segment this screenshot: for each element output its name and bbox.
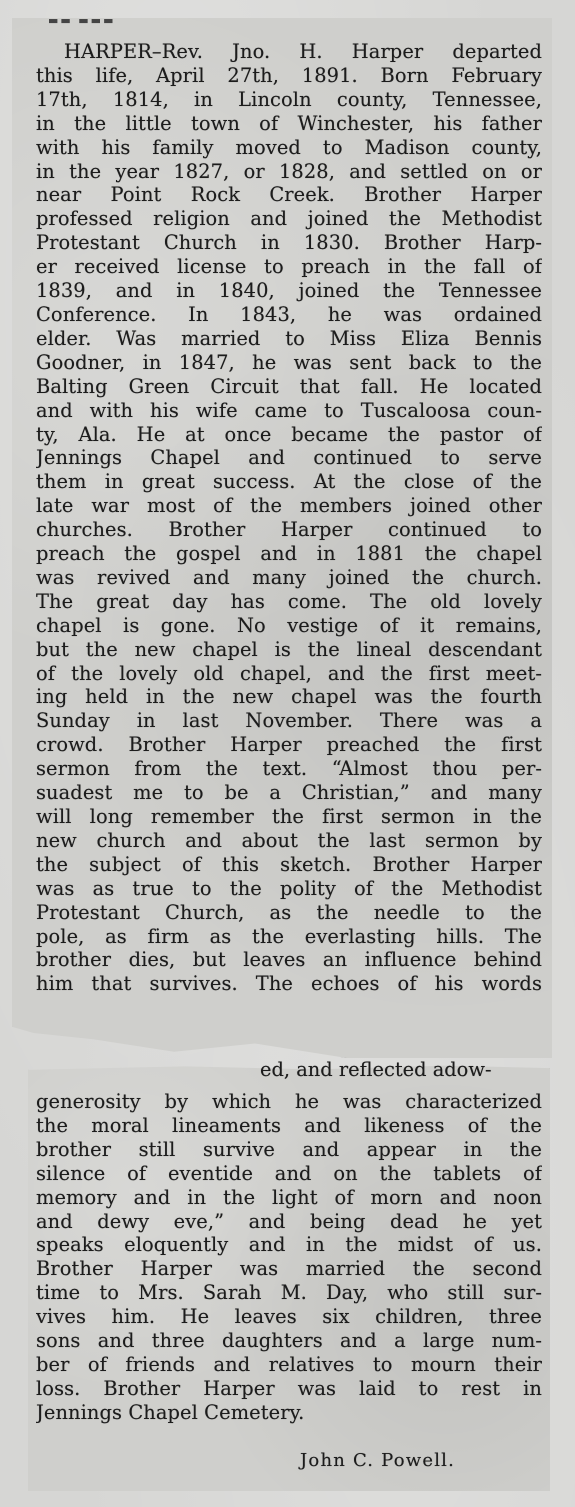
obituary-line: Sunday in last November. There was a [36,709,542,733]
obituary-line: them in great success. At the close of the [36,470,542,494]
obituary-line: preach the gospel and in 1881 the chapel [36,542,542,566]
obituary-line: ing held in the new chapel was the fourth [36,685,542,709]
obituary-line: The great day has come. The old lovely [36,589,542,613]
obituary-line: will long remember the first sermon in the [36,805,542,828]
obituary-line: brother still survive and appear in the [36,1137,542,1161]
obituary-column-bottom [36,1090,542,1425]
obituary-line: speaks eloquently and in the midst of us. [36,1233,542,1257]
obituary-line: time to Mrs. Sarah M. Day, who still sur- [36,1281,542,1305]
obituary-line: suadest me to be a Christian,” and many [36,781,542,805]
obituary-line: the subject of this sketch. Brother Harper [36,852,542,876]
obituary-line: crowd. Brother Harper preached the first [36,733,542,757]
obituary-line: ber of friends and relatives to mourn their [36,1352,542,1376]
obituary-line: pole, as firm as the everlasting hills. The [36,924,542,948]
obituary-line: 17th, 1814, in Lincoln county, Tennessee, [36,87,542,111]
obituary-line: him that survives. The echoes of his words [36,972,542,996]
obituary-line: chapel is gone. No vestige of it remains, [36,613,542,637]
obituary-line: with his family moved to Madison county, [36,135,542,159]
obituary-line: er received license to preach in the fall of [36,255,542,279]
obituary-line: loss. Brother Harper was laid to rest in [36,1376,542,1400]
obituary-line: sons and three daughters and a large num- [36,1329,542,1353]
author-signature: John C. Powell. [300,1450,456,1471]
obituary-line: Conference. In 1843, he was ordained [36,302,542,326]
obituary-line: churches. Brother Harper continued to [36,518,542,542]
obituary-line: was revived and many joined the church. [36,565,542,589]
obituary-line: of the lovely old chapel, and the first meet- [36,661,542,685]
obituary-line: elder. Was married to Miss Eliza Bennis [36,326,542,350]
obituary-line: in the year 1827, or 1828, and settled on or [36,159,542,183]
obituary-line: professed religion and joined the Methodist [36,207,542,231]
obituary-line: this life, April 27th, 1891. Born February [36,63,542,87]
obituary-line: near Point Rock Creek. Brother Harper [36,183,542,207]
obituary-line: sermon from the text. “Almost thou per- [36,757,542,781]
top-edge-fragment: ▬▬ ▬▬▬ [48,14,116,27]
obituary-line: Brother Harper was married the second [36,1257,542,1281]
obituary-line: was as true to the polity of the Methodist [36,876,542,900]
obituary-line: silence of eventide and on the tablets of [36,1161,542,1185]
obituary-line: brother dies, but leaves an influence behind [36,948,542,972]
obituary-line: Protestant Church in 1830. Brother Harp- [36,231,542,255]
obituary-line: late war most of the members joined other [36,494,542,518]
obituary-line: in the little town of Winchester, his father [36,111,542,135]
obituary-line: the moral lineaments and likeness of the [36,1113,542,1137]
obituary-line: ty, Ala. He at once became the pastor of [36,422,542,446]
obituary-line: HARPER–Rev. Jno. H. Harper departed [64,40,542,63]
obituary-line: Jennings Chapel Cemetery. [36,1400,305,1424]
obituary-line: generosity by which he was characterized [36,1090,542,1113]
obituary-line: Protestant Church, as the needle to the [36,900,542,924]
obituary-line: memory and in the light of morn and noon [36,1185,542,1209]
torn-text-fragment: ed, and reflected adow- [260,1058,492,1081]
obituary-line: Goodner, in 1847, he was sent back to the [36,350,542,374]
obituary-line: vives him. He leaves six children, three [36,1305,542,1329]
obituary-line: and with his wife came to Tuscaloosa coun- [36,398,542,422]
obituary-line: Jennings Chapel and continued to serve [36,446,542,470]
obituary-line: 1839, and in 1840, joined the Tennessee [36,279,542,303]
obituary-line: new church and about the last sermon by [36,828,542,852]
obituary-line: Balting Green Circuit that fall. He located [36,374,542,398]
obituary-column-top [36,40,542,996]
obituary-line: and dewy eve,” and being dead he yet [36,1209,542,1233]
obituary-line: but the new chapel is the lineal descendant [36,637,542,661]
